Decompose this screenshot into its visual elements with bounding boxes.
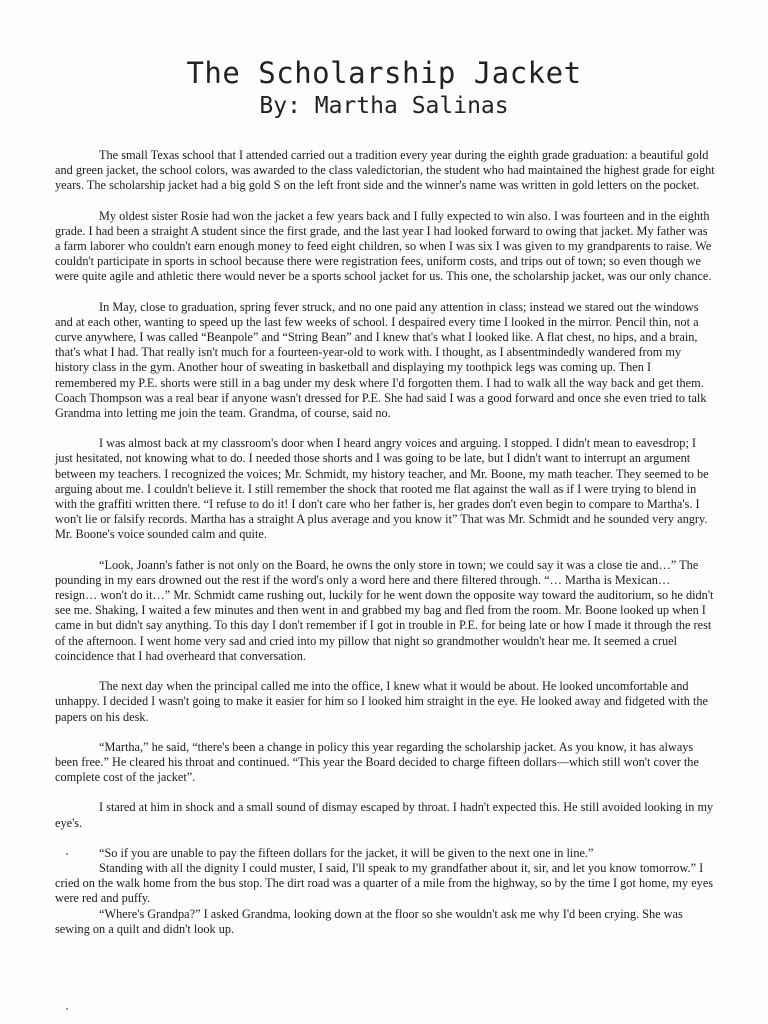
scan-speck xyxy=(66,853,68,855)
paragraph: “Martha,” he said, “there's been a change in policy this year regarding the scholarship jacket. As you know, it has always been free.” He cleared his throat and continued. “This year the Board decided to charge fifteen dollars—which still won't cover the complete cost of the jacket”. xyxy=(55,739,699,785)
paragraph: I stared at him in shock and a small sound of dismay escaped by throat. I hadn't expected this. He still avoided looking in my eye's. xyxy=(55,800,714,830)
document-title: The Scholarship Jacket xyxy=(186,56,582,90)
paragraph: My oldest sister Rosie had won the jacket a few years back and I fully expected to win also. I was fourteen and in the eighth grade. I had been a straight A student since the first grade, and the last year I had looked forward to owing that jacket. My father was a farm laborer who couldn't earn enough money to feed eight children, so when I was six I was given to my grandparents to raise. We couldn't participate in sports in school because there were registration fees, uniform costs, and trips out of town; so even though we were quite agile and athletic there would never be a sports school jacket for us. This one, the scholarship jacket, was our only chance. xyxy=(55,208,712,284)
scan-speck xyxy=(66,1008,68,1010)
paragraph: I was almost back at my classroom's door when I heard angry voices and arguing. I stopped. I didn't mean to eavesdrop; I just hesitated, not knowing what to do. I needed those shorts and I was going to be late, but I didn't want to interrupt an argument between my teachers. I recognized the voices; Mr. Schmidt, my history teacher, and Mr. Boone, my math teacher. They seemed to be arguing about me. I couldn't believe it. I still remember the shock that rooted me flat against the wall as if I were trying to blend in with the graffiti written there. “I refuse to do it! I don't care who her father is, her grades don't even begin to compare to Martha's. I won't lie or falsify records. Martha has a straight A plus average and you know it” That was Mr. Schmidt and he sounded very angry. Mr. Boone's voice sounded calm and quite. xyxy=(55,436,709,542)
paragraph: Standing with all the dignity I could muster, I said, I'll speak to my grandfather about it, sir, and let you know tomorrow.” I cried on the walk home from the bus stop. The dirt road was a quarter of a mile from the highway, so by the time I got home, my eyes were red and puffy. xyxy=(55,860,714,906)
paragraph: In May, close to graduation, spring fever struck, and no one paid any attention in class; instead we stared out the windows and at each other, wanting to speed up the last few weeks of school. I despaired every time I looked in the mirror. Pencil thin, not a curve anywhere, I was called “Beanpole” and “String Bean” and I knew that's what I looked like. A flat chest, no hips, and a brain, that's what I had. That really isn't much for a fourteen-year-old to work with. I thought, as I absentmindedly wandered from my history class in the gym. Another hour of sweating in basketball and displaying my toothpick legs was coming up. Then I remembered my P.E. shorts were still in a bag under my desk where I'd forgotten them. I had to walk all the way back and get them. Coach Thompson was a real bear if anyone wasn't dressed for P.E. She had said I was a good forward and once she even tried to talk Grandma into letting me join the team. Grandma, of course, said no. xyxy=(55,299,707,421)
paragraph: “Where's Grandpa?” I asked Grandma, looking down at the floor so she wouldn't ask me why I'd been crying. She was sewing on a quilt and didn't look up. xyxy=(55,906,683,936)
paragraph: The small Texas school that I attended carried out a tradition every year during the eighth grade graduation: a beautiful gold and green jacket, the school colors, was awarded to the class valedictorian, the student who had maintained the highest grade for eight years. The scholarship jacket had a big gold S on the left front side and the winner's name was written in gold letters on the pocket. xyxy=(55,148,715,193)
document-body xyxy=(55,148,715,937)
document-byline: By: Martha Salinas xyxy=(259,93,509,119)
paragraph: “Look, Joann's father is not only on the Board, he owns the only store in town; we could say it was a close tie and…” The pounding in my ears drowned out the rest if the word's only a word here and there filtered through. “… Martha is Mexican… resign… won't do it…” Mr. Schmidt came rushing out, luckily for he went down the opposite way toward the auditorium, so he didn't see me. Shaking, I waited a few minutes and then went in and grabbed my bag and fled from the room. Mr. Boone looked up when I came in but didn't say anything. To this day I don't remember if I got in trouble in P.E. for being late or how I made it through the rest of the afternoon. I went home very sad and cried into my pillow that night so grandmother wouldn't hear me. It seemed a cruel coincidence that I had overheard that conversation. xyxy=(55,557,714,663)
paragraph: “So if you are unable to pay the fifteen dollars for the jacket, it will be given to the next one in line.” xyxy=(99,845,594,860)
paragraph: The next day when the principal called me into the office, I knew what it would be about. He looked uncomfortable and unhappy. I decided I wasn't going to make it easier for him so I looked him straight in the eye. He looked away and fidgeted with the papers on his desk. xyxy=(55,679,708,724)
